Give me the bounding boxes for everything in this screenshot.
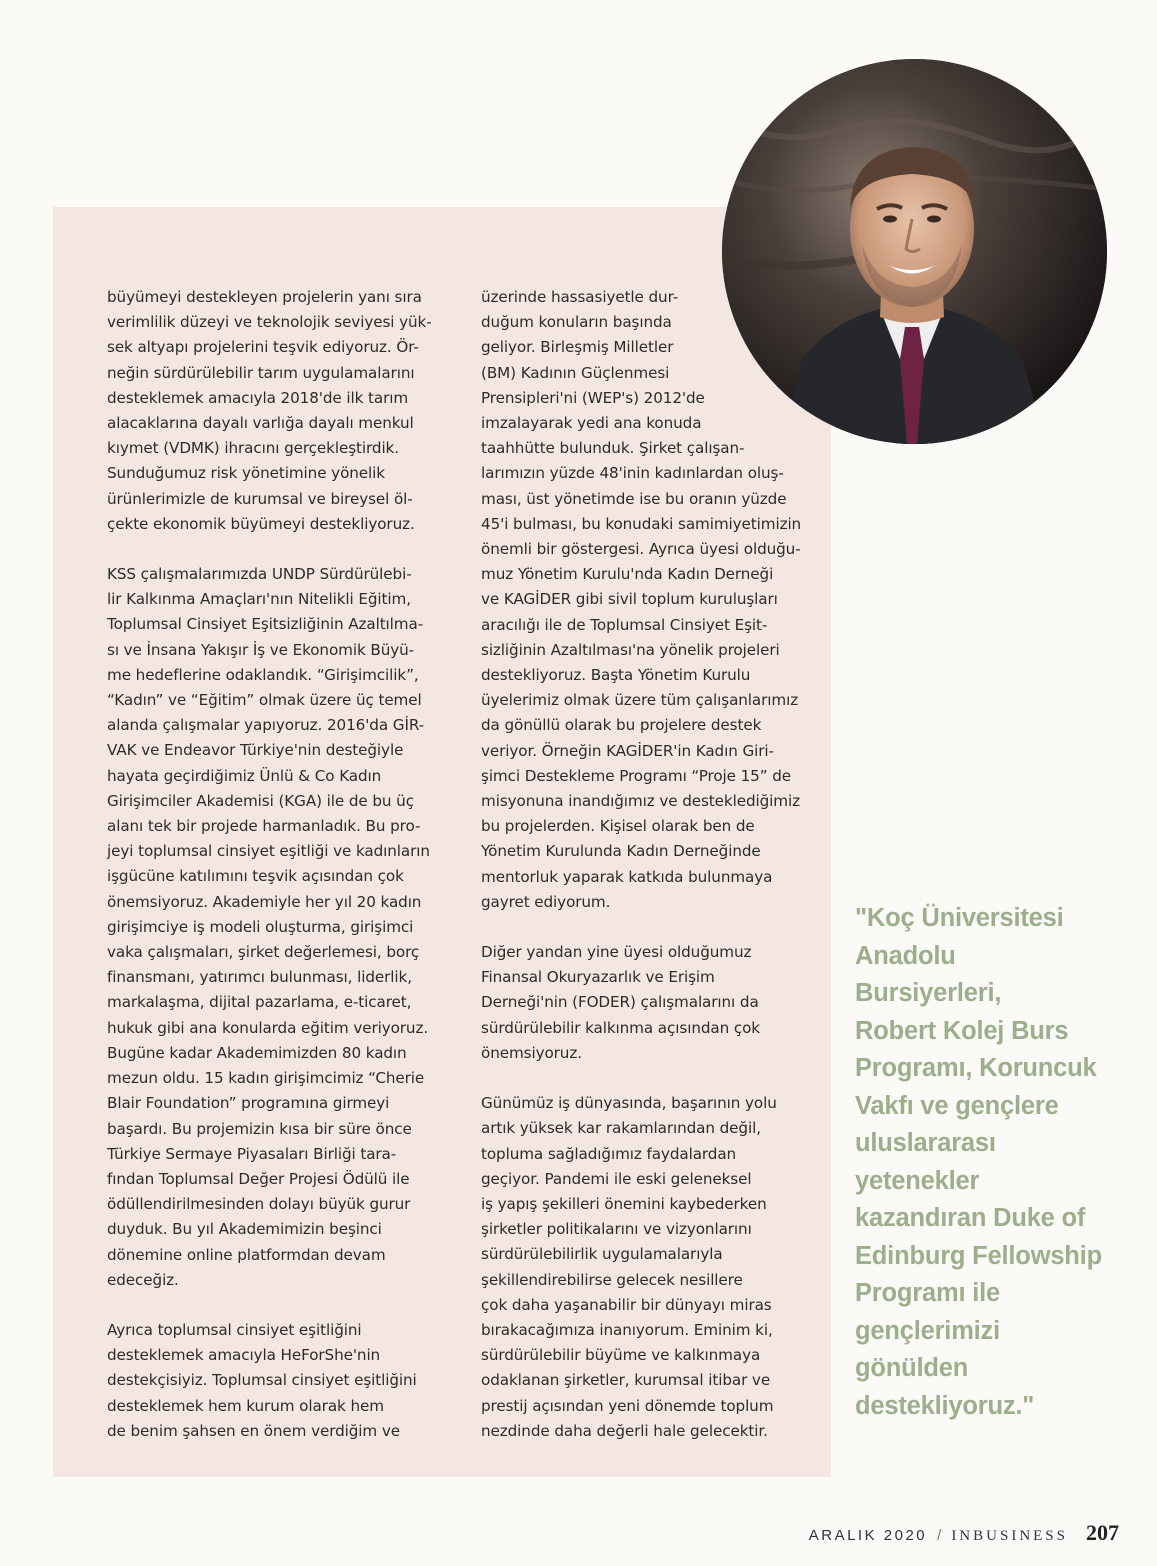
page-number: 207: [1086, 1520, 1119, 1545]
article-paragraph: üzerinde hassasiyetle dur- duğum konuların başında geliyor. Birleşmiş Milletler (BM) Kadının Güçlenmesi Prensipleri'ni (WEP's) 2012'de imzalayarak yedi ana konuda taahhütte bulunduk. Şirket çalışan- larımızın yüzde 48'inin kadınlardan oluş- ması, üst yönetimde ise bu oranın yüzde 45'i bulması, bu konudaki samimiyetimizin önemli bir göstergesi. Ayrıca üyesi olduğu- muz Yönetim Kurulu'nda Kadın Derneği ve KAGİDER gibi sivil toplum kuruluşları aracılığı ile de Toplumsal Cinsiyet Eşit- sizliğinin Azaltılması'na yönelik projeleri destekliyoruz. Başta Yönetim Kurulu üyelerimiz olmak üzere tüm çalışanlarımız da gönüllü olarak bu projelere destek veriyor. Örneğin KAGİDER'in Kadın Giri- şimci Destekleme Programı “Proje 15” de misyonuna inandığımız ve desteklediğimiz bu projelerden. Kişisel olarak ben de Yönetim Kurulunda Kadın Derneğinde mentorluk yaparak katkıda bulunmaya gayret ediyorum.: [481, 288, 802, 911]
article-paragraph: büyümeyi destekleyen projelerin yanı sıra verimlilik düzeyi ve teknolojik seviyesi yük- sek altyapı projelerini teşvik ediyoruz. Ör- neğin sürdürülebilir tarım uygulamalarını desteklemek amacıyla 2018'de ilk tarım alacaklarına dayalı varlığa dayalı menkul kıymet (VDMK) ihracını gerçekleştirdik. Sunduğumuz risk yönetimine yönelik ürünlerimizle de kurumsal ve bireysel öl- çekte ekonomik büyümeyi destekliyoruz.: [107, 288, 432, 533]
article-paragraph: Ayrıca toplumsal cinsiyet eşitliğini desteklemek amacıyla HeForShe'nin destekçisiyiz. Toplumsal cinsiyet eşitliğini desteklemek hem kurum olarak hem de benim şahsen en önem verdiğim ve: [107, 1320, 417, 1440]
article-paragraph: Günümüz iş dünyasında, başarının yolu artık yüksek kar rakamlarından değil, topluma sağladığımız faydalardan geçiyor. Pandemi ile eski geleneksel iş yapış şekilleri önemini kaybederken şirketler politikalarını ve vizyonlarını sürdürülebilirlik uygulamalarıyla şekillendirebilirse gelecek nesillere çok daha yaşanabilir bir dünyayı miras bırakacağımıza inanıyorum. Eminim ki, sürdürülebilir büyüme ve kalkınmaya odaklanan şirketler, kurumsal itibar ve prestij açısından yeni dönemde toplum nezdinde daha değerli hale gelecektir.: [481, 1094, 777, 1440]
article-paragraph: Diğer yandan yine üyesi olduğumuz Finansal Okuryazarlık ve Erişim Derneği'nin (FODER) çalışmalarını da sürdürülebilir kalkınma açısından çok önemsiyoruz.: [481, 943, 760, 1062]
article-column-left: [107, 285, 467, 1444]
pull-quote: "Koç Üniversitesi Anadolu Bursiyerleri, Robert Kolej Burs Programı, Koruncuk Vakfı ve gençlere uluslararası yetenekler kazandıran Duke of Edinburg Fellowship Programı ile gençlerimizi gönülden destekliyoruz.": [855, 904, 1102, 1420]
page-footer: [809, 1520, 1119, 1546]
magazine-name: INBUSINESS: [951, 1528, 1068, 1544]
issue-date: ARALIK 2020: [808, 1527, 928, 1544]
article-paragraph: KSS çalışmalarımızda UNDP Sürdürülebi- lir Kalkınma Amaçları'nın Nitelikli Eğitim, Toplumsal Cinsiyet Eşitsizliğinin Azaltılma- sı ve İnsana Yakışır İş ve Ekonomik Büyü- me hedeflerine odaklandık. “Girişimcilik”, “Kadın” ve “Eğitim” olmak üzere üç temel alanda çalışmalar yapıyoruz. 2016'da GİR- VAK ve Endeavor Türkiye'nin desteğiyle hayata geçirdiğimiz Ünlü & Co Kadın Girişimciler Akademisi (KGA) ile de bu üç alanı tek bir projede harmanladık. Bu pro- jeyi toplumsal cinsiyet eşitliği ve kadınların işgücüne katılımını teşvik açısından çok önemsiyoruz. Akademiyle her yıl 20 kadın girişimciye iş modeli oluşturma, girişimci vaka çalışmaları, şirket değerlemesi, borç finansmanı, yatırımcı bulunması, liderlik, markalaşma, dijital pazarlama, e-ticaret, hukuk gibi ana konularda eğitim veriyoruz. Bugüne kadar Akademimizden 80 kadın mezun oldu. 15 kadın girişimcimiz “Cherie Blair Foundation” programına girmeyi başardı. Bu projemizin kısa bir süre önce Türkiye Sermaye Piyasaları Birliği tara- fından Toplumsal Değer Projesi Ödülü ile ödüllendirilmesinden dolayı büyük gurur duyduk. Bu yıl Akademimizin beşinci dönemine online platformdan devam edeceğiz.: [107, 565, 430, 1289]
footer-separator: /: [937, 1527, 942, 1544]
article-column-right: [481, 285, 841, 1444]
